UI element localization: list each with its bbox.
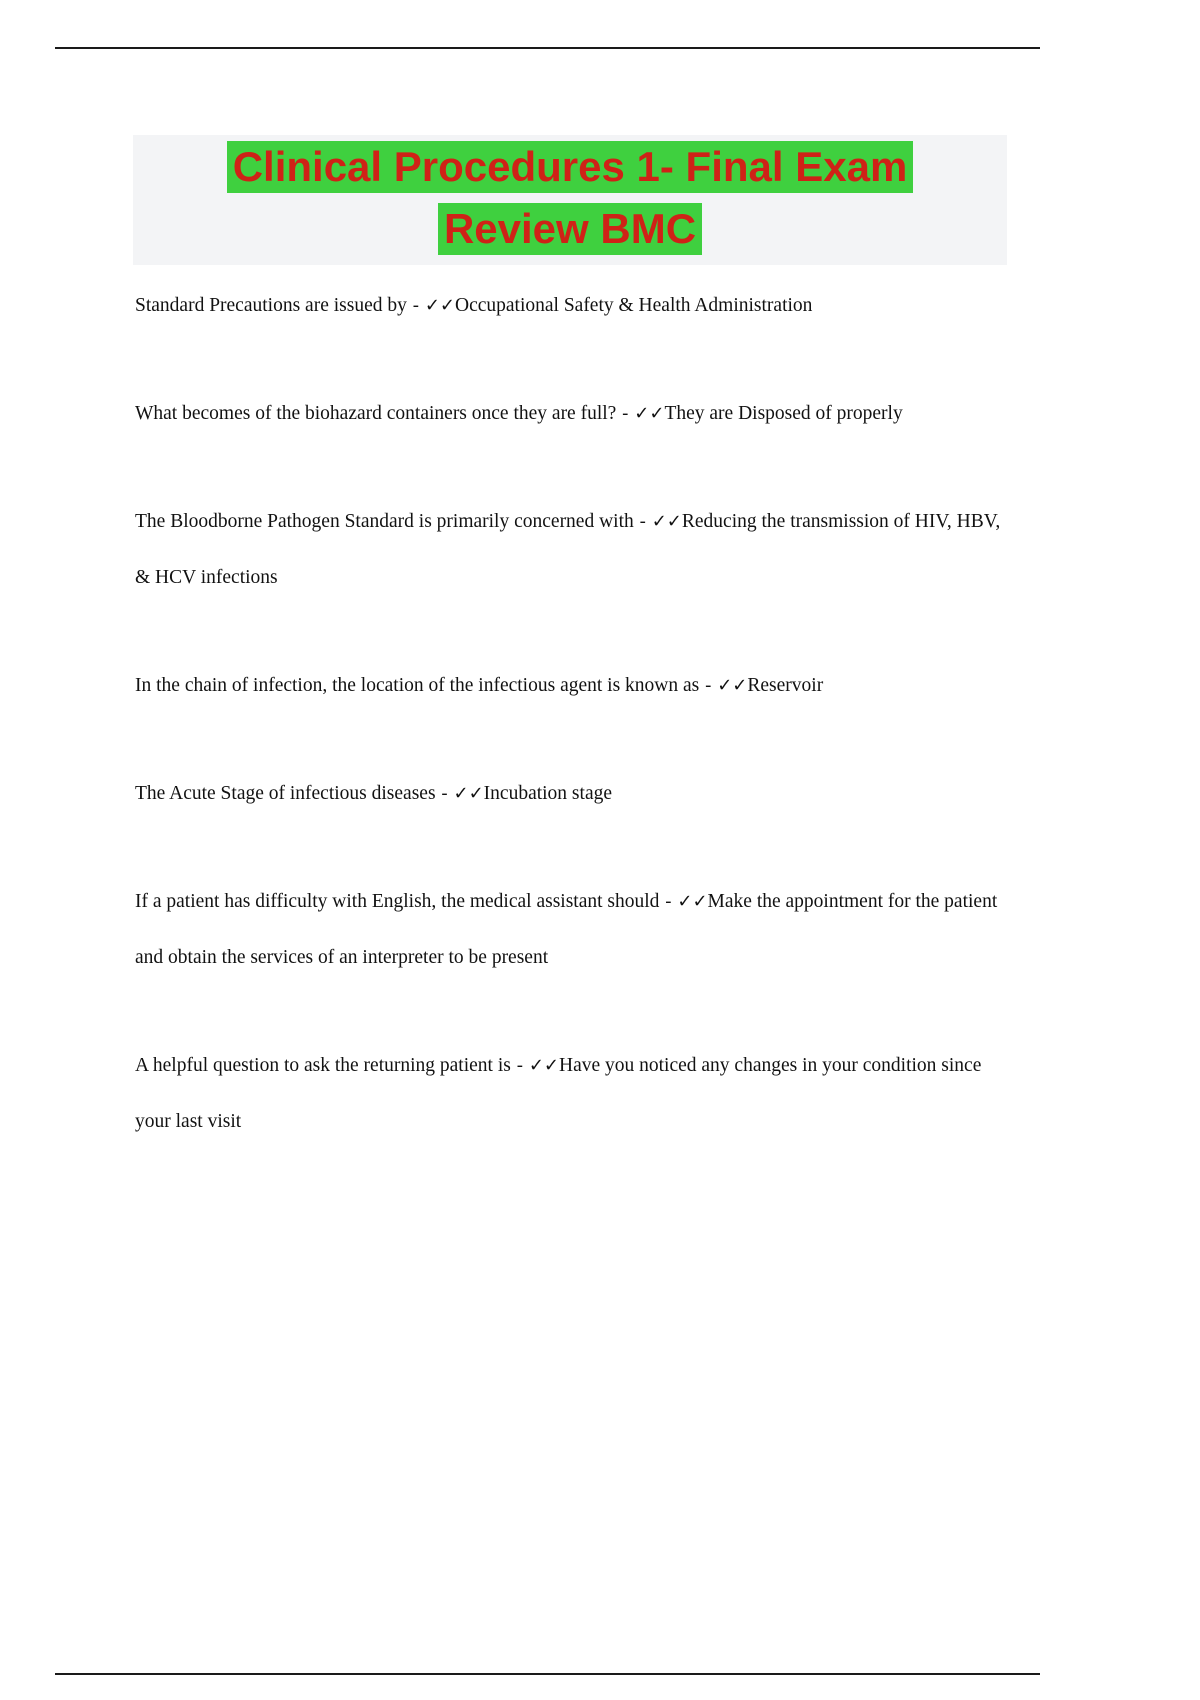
qa-item [135,278,1007,334]
answer-text: Reservoir [747,675,824,696]
question-text: Standard Precautions are issued by [135,295,407,316]
question-text: The Acute Stage of infectious diseases [135,783,436,804]
question-text: The Bloodborne Pathogen Standard is primarily concerned with [135,511,634,532]
answer-separator: - ✓✓ [659,891,708,912]
question-text: In the chain of infection, the location of the infectious agent is known as [135,675,700,696]
question-text: If a patient has difficulty with English, the medical assistant should [135,891,660,912]
answer-separator: - ✓✓ [633,511,682,532]
answer-separator: - ✓✓ [699,675,748,696]
answer-text: Have you noticed any changes in your condition since your last visit [135,1055,982,1132]
answer-separator: - ✓✓ [406,295,455,316]
answer-text: Make the appointment for the patient and obtain the services of an interpreter to be present [135,891,998,968]
bottom-divider-line [55,1673,1040,1675]
page-title-text-2: Review BMC [438,203,702,255]
answer-separator: - ✓✓ [616,403,665,424]
title-block [133,135,1007,265]
checkmark-icon: ✓✓ [424,295,455,316]
answer-text: Reducing the transmission of HIV, HBV, & HCV infections [135,511,1001,588]
checkmark-icon: ✓✓ [677,891,708,912]
checkmark-icon: ✓✓ [528,1055,559,1076]
answer-separator: - ✓✓ [435,783,484,804]
answer-separator: - ✓✓ [510,1055,559,1076]
answer-text: They are Disposed of properly [664,403,903,424]
checkmark-icon: ✓✓ [453,783,484,804]
question-text: A helpful question to ask the returning patient is [135,1055,511,1076]
page-title-text-1: Clinical Procedures 1- Final Exam [227,141,914,193]
checkmark-icon: ✓✓ [651,511,682,532]
answer-text: Occupational Safety & Health Administration [454,295,813,316]
page-title-line-1 [133,141,1007,203]
qa-item [135,386,1007,442]
qa-item [135,658,1007,714]
page-title-line-2 [133,203,1007,265]
top-divider-line [55,47,1040,49]
qa-list [135,278,1007,1202]
qa-item [135,874,1007,986]
question-text: What becomes of the biohazard containers once they are full? [135,403,617,424]
answer-text: Incubation stage [483,783,613,804]
qa-item [135,494,1007,606]
qa-item [135,1038,1007,1150]
qa-item [135,766,1007,822]
checkmark-icon: ✓✓ [634,403,665,424]
checkmark-icon: ✓✓ [717,675,748,696]
